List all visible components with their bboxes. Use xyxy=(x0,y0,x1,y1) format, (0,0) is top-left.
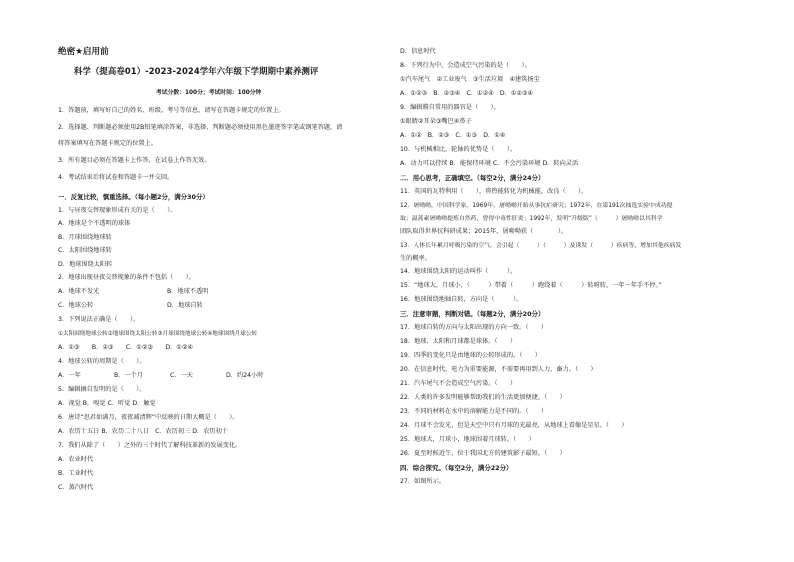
question-7: 7．我们从除了（ ）之外的三个时代了解科技革新的发展变化。 xyxy=(58,442,242,449)
q6-options: A．农历十五日 B．农历二十八日 C．农历初三 D．农历初十 xyxy=(58,428,228,435)
question-22: 22．人类的许多发明能够帮助我们的生活更加便捷。（ ） xyxy=(400,394,566,401)
q7-option-b: B．工业时代 xyxy=(58,470,94,477)
q7-option-a: A．农业时代 xyxy=(58,456,94,463)
note-1: 1．答题前，填写好自己的姓名、班级、考号等信息，请写在答题卡规定的位置上。 xyxy=(58,107,285,114)
q2-option-b: B．地球不透明 xyxy=(167,288,209,295)
question-3: 3．下列说法正确是（ ）。 xyxy=(58,316,140,323)
question-14: 14．地球围绕太阳的运动叫作（ ）。 xyxy=(400,268,517,275)
q2-option-a: A．地球不发光 xyxy=(58,288,100,295)
q8-options: A．①②③ B．②③④ C．①②④ D．①②③④ xyxy=(400,90,533,97)
q10-options: A．动力可以持续 B．能保持环境 C．不会污染环境 D．转向灵活 xyxy=(400,160,579,167)
q1-option-c: C．太阳围绕地球转 xyxy=(58,247,112,254)
question-6: 6．唐诗“思君如满月，夜夜减清辉”中反映的日期大概是（ ）。 xyxy=(58,414,239,421)
note-4: 4．考试结束后将试卷和答题卡一并交回。 xyxy=(58,174,174,181)
exam-info: 考试分数：100分；考试时间：100分钟 xyxy=(156,90,262,96)
question-1: 1．与昼夜交替现象形成有关的是（ ）。 xyxy=(58,207,177,214)
question-4: 4．地球公转的周期是（ ）。 xyxy=(58,358,146,365)
q4-option-d: D．约24小时 xyxy=(226,372,264,379)
question-2: 2．地球出现昼夜交替现象的条件不包括（ ）。 xyxy=(58,274,195,281)
section-4-heading: 四．综合探究。（每空2分，满分22分） xyxy=(400,464,513,472)
question-15: 15．“地球大，月球小，（ ）带着（ ）跑绕着（ ）转呀转，一年一年手不停。” xyxy=(400,282,662,289)
question-24: 24．月球不会发光，但是天空中只有月球的光最亮，从地球上看像是星星。（ ） xyxy=(400,422,628,429)
question-13-cont: 生的概率。 xyxy=(400,255,431,262)
question-12: 12．屠呦呦，中国科学家。1969年，屠呦呦开始从事抗疟研究；1972年，在第191次抽选实验中成功提 xyxy=(400,203,673,209)
question-13: 13．人体长年累月呼吸污染的空气，会引起（ ）（ ）及诱发（ ）疾病等，增加其他疾病发 xyxy=(400,243,682,249)
section-1-heading: 一．反复比较，慎重选择。（每小题2分，满分30分） xyxy=(58,193,209,201)
q9-options: A．①② B．②③ C．①③ D．①④ xyxy=(400,132,506,139)
q1-option-a: A．地球是个不透明的球体 xyxy=(58,220,131,227)
question-8: 8．下列行为中，会造成空气污染的是（ ）。 xyxy=(400,62,531,69)
question-25: 25．地球大，月球小，地球围着月球转。（ ） xyxy=(400,436,535,443)
question-5: 5．编辑摘自发明的是（ ）。 xyxy=(58,386,146,393)
q3-options: A．①③ B．②③ C．①②③ D．①②④ xyxy=(58,344,193,351)
q1-option-b: B．月球围绕地球转 xyxy=(58,234,112,241)
q2-option-d: D．地球自转 xyxy=(167,302,203,309)
q4-option-b: B．一个月 xyxy=(114,372,143,379)
note-2-cont: 将答案填写在答题卡规定的位置上。 xyxy=(58,140,157,147)
q7-option-c: C．蒸汽时代 xyxy=(58,484,94,491)
section-2-heading: 二．用心思考，正确填空。（每空2分，满分24分） xyxy=(400,174,545,182)
q1-option-d: D．地球围绕太阳转 xyxy=(58,261,113,268)
q4-option-a: A．一年 xyxy=(58,372,81,379)
question-9: 9．编辑腾自常用的器官是（ ）。 xyxy=(400,104,500,111)
question-10: 10．与机械相比，轮轴的优势是（ ）。 xyxy=(400,146,517,153)
page-title: 科学（提高卷01）-2023-2024学年六年级下学期期中素养测评 xyxy=(74,66,319,76)
q8-statements: ①汽车尾气 ②工业废气 ③生活垃圾 ④建筑扬尘 xyxy=(400,76,540,83)
question-16: 16．地球围绕地轴自转，方向是（ ）。 xyxy=(400,296,523,303)
question-12-cont-1: 取；温蒿素屠呦呦提炼自然药，曾得中毒性肝炎；1992年，发明“升级版”（ ）屠呦呦以其科学 xyxy=(400,216,663,222)
question-26: 26．夏至时候近午，位于我国北方的建筑影子最短。（ ） xyxy=(400,450,566,457)
question-27: 27．如图所示。 xyxy=(400,478,445,485)
question-17: 17．地球自转的方向与太阳出现的方向一致。（ ） xyxy=(400,324,548,331)
q3-statements: ①太阳围绕地球公转②地球围绕太阳公转③月球围绕地球公转④地球围绕月球公转 xyxy=(58,331,258,337)
q4-option-c: C．一天 xyxy=(170,372,193,379)
question-21: 21．汽车尾气不会造成空气污染。（ ） xyxy=(400,380,517,387)
question-12-cont-2: 团队取得世界抗科研成果；2015年，屠呦呦获（ ）。 xyxy=(400,228,568,235)
question-18: 18．地球、太阳和月球都是球体。（ ） xyxy=(400,338,517,345)
q7-option-d: D．信息时代 xyxy=(400,48,436,55)
q5-options: A．视觉 B．嗅觉 C．听觉 D．触觉 xyxy=(58,400,156,407)
section-3-heading: 三．注意审题，判断对错。（每题2分，满分20分） xyxy=(400,310,545,318)
note-3: 3．所有题目必须在答题卡上作答，在试卷上作答无效。 xyxy=(58,157,211,164)
confidential-label: 绝密★启用前 xyxy=(58,47,109,57)
question-23: 23．不同的材料在水中的溶解能力是不同的。（ ） xyxy=(400,408,548,415)
question-19: 19．四季的变化只是由地球的公转形成的。（ ） xyxy=(400,352,541,359)
note-2: 2．选择题、判断题必须使用2B铅笔填涂答案，非选择、判断题必须使用黑色墨迹签字笔或钢笔答题，请 xyxy=(58,124,343,131)
q2-option-c: C．地球公转 xyxy=(58,302,94,309)
question-11: 11．英国的瓦特利用（ ），将热能转化为机械能，改良（ ）。 xyxy=(400,188,588,195)
question-20: 20．在信息时代，电力为重要能源，不需要再用到人力、畜力。（ ） xyxy=(400,366,597,373)
q9-statements: ①眼睛②耳朵③嘴巴④鼻子 xyxy=(400,118,472,125)
